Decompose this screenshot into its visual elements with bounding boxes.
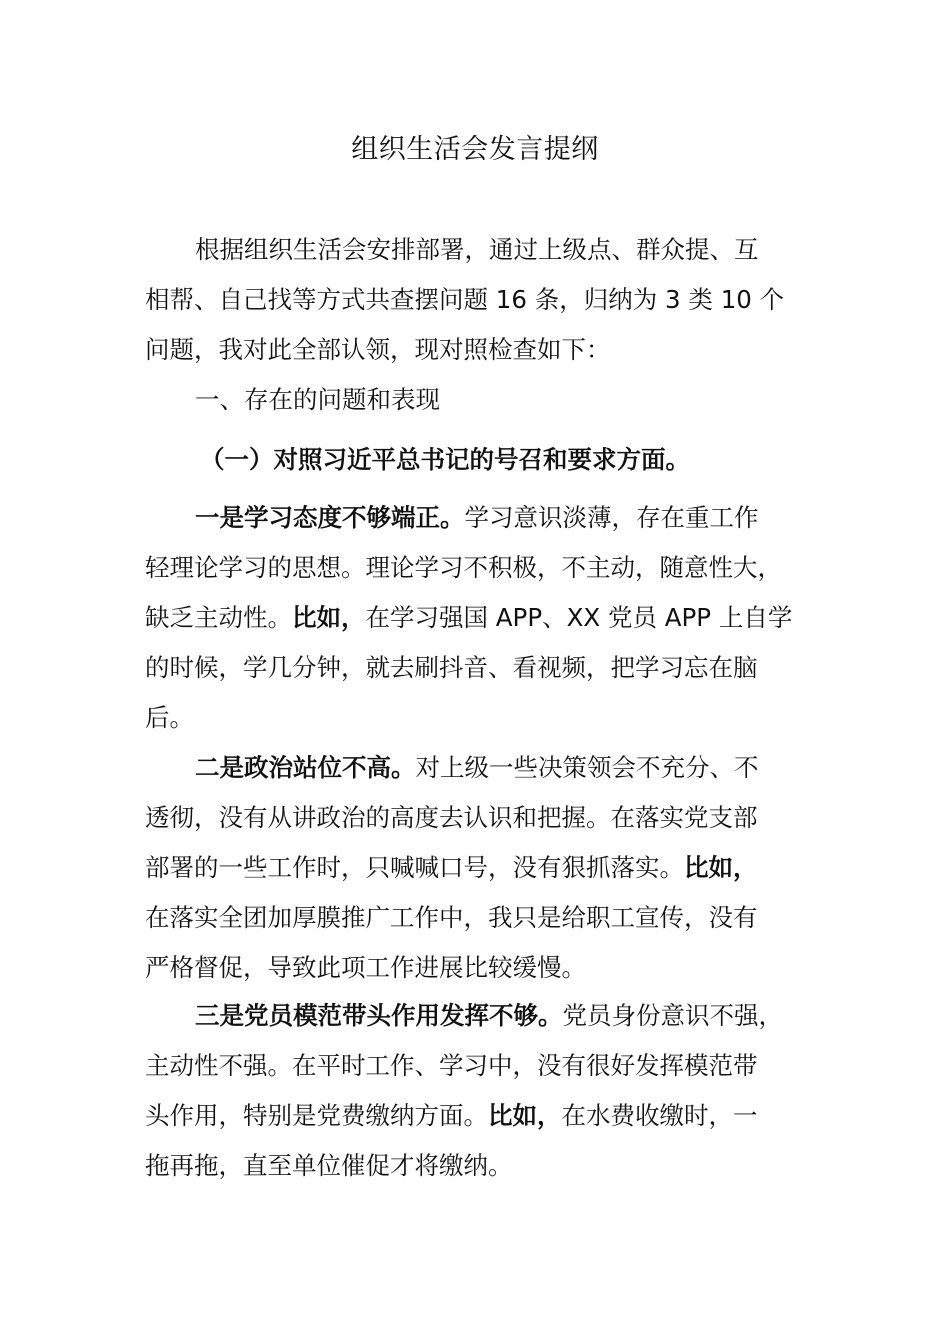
item1-line-1 bbox=[195, 500, 895, 536]
item3-line-3 bbox=[145, 1098, 845, 1134]
item1-text-1: 学习意识淡薄，存在重工作 bbox=[464, 503, 759, 532]
item2-line-2: 透彻，没有从讲政治的高度去认识和把握。在落实党支部 bbox=[145, 803, 758, 832]
item3-text-3a: 头作用，特别是党费缴纳方面。 bbox=[145, 1101, 488, 1130]
item1-lead: 一是学习态度不够端正。 bbox=[195, 503, 465, 532]
item2-line-4: 在落实全团加厚膜推广工作中，我只是给职工宣传，没有 bbox=[145, 903, 758, 932]
item3-line-2: 主动性不强。在平时工作、学习中，没有很好发挥模范带 bbox=[145, 1051, 758, 1080]
item2-lead: 二是政治站位不高。 bbox=[195, 753, 416, 782]
item2-text-3a: 部署的一些工作时，只喊喊口号，没有狠抓落实。 bbox=[145, 853, 684, 882]
section-heading-1: 一、存在的问题和表现 bbox=[195, 385, 440, 414]
item3-lead: 三是党员模范带头作用发挥不够。 bbox=[195, 1001, 563, 1030]
item1-example-label: 比如， bbox=[292, 603, 366, 632]
item3-line-1 bbox=[195, 998, 895, 1034]
item1-text-3c: 在学习强国 APP、XX 党员 APP 上自学 bbox=[365, 603, 793, 632]
document-title: 组织生活会发言提纲 bbox=[351, 134, 599, 165]
item1-line-4: 的时候，学几分钟，就去刷抖音、看视频，把学习忘在脑 bbox=[145, 653, 758, 682]
item1-line-3 bbox=[145, 600, 845, 636]
item1-line-2: 轻理论学习的思想。理论学习不积极，不主动，随意性大， bbox=[145, 553, 782, 582]
item2-example-label: 比如， bbox=[684, 853, 758, 882]
subsection-heading-1: （一）对照习近平总书记的号召和要求方面。 bbox=[200, 445, 690, 474]
item2-line-3 bbox=[145, 850, 845, 886]
item2-line-5: 严格督促，导致此项工作进展比较缓慢。 bbox=[145, 953, 586, 982]
item1-text-3a: 缺乏主动性。 bbox=[145, 603, 292, 632]
intro-line-2: 相帮、自己找等方式共查摆问题 16 条，归纳为 3 类 10 个 bbox=[145, 285, 785, 314]
item2-line-1 bbox=[195, 750, 895, 786]
item3-text-3c: 在水费收缴时，一 bbox=[561, 1101, 758, 1130]
item1-line-5: 后。 bbox=[145, 703, 194, 732]
intro-line-3: 问题，我对此全部认领，现对照检查如下： bbox=[145, 335, 611, 364]
item2-text-1: 对上级一些决策领会不充分、不 bbox=[415, 753, 759, 782]
item3-example-label: 比如， bbox=[488, 1101, 562, 1130]
item3-text-1: 党员身份意识不强， bbox=[562, 1001, 783, 1030]
item3-line-4: 拖再拖，直至单位催促才将缴纳。 bbox=[145, 1151, 513, 1180]
intro-line-1: 根据组织生活会安排部署，通过上级点、群众提、互 bbox=[195, 235, 759, 264]
